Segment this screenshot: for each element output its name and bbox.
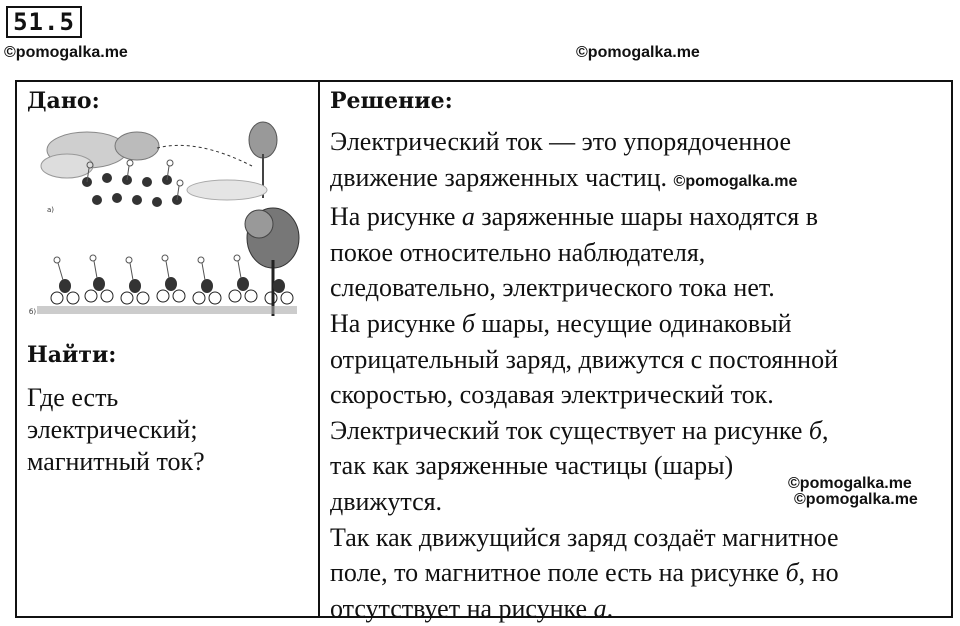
watermark: ©pomogalka.me [4, 44, 128, 61]
figure-label-a: а) [47, 206, 55, 214]
solution-line: отсутствует на рисунке а. [330, 593, 614, 623]
watermark-stack [788, 476, 918, 508]
solution-line: отрицательный заряд, движутся с постоянной [330, 344, 838, 374]
given-heading: Дано: [27, 88, 100, 114]
solution-line: скоростью, создавая электрический ток. [330, 380, 774, 410]
solution-table [15, 80, 953, 623]
watermark: ©pomogalka.me [794, 491, 918, 508]
solution-line: На рисунке б шары, несущие одинаковый [330, 308, 792, 338]
figure-label-b: б) [29, 308, 37, 316]
solution-line: Так как движущийся заряд создаёт магнитное [330, 522, 839, 552]
solution-line: так как заряженные частицы (шары) [330, 451, 734, 481]
problem-number: 51.5 [6, 6, 82, 38]
solution-line: покое относительно наблюдателя, [330, 237, 706, 267]
watermark: ©pomogalka.me [673, 172, 798, 190]
find-text [27, 382, 205, 478]
solution-line: Электрический ток существует на рисунке б, [330, 415, 829, 445]
find-heading: Найти: [27, 342, 117, 368]
scene-b-illustration [37, 208, 299, 316]
solution-line: следовательно, электрического тока нет. [330, 273, 775, 303]
find-line: Где есть [27, 383, 119, 412]
solution-line: движутся. [330, 486, 443, 516]
solution-line: Электрический ток — это упорядоченное [330, 127, 792, 156]
given-column [17, 82, 320, 616]
solution-column [320, 82, 951, 623]
find-line: магнитный ток? [27, 447, 205, 476]
solution-line: На рисунке а заряженные шары находятся в [330, 202, 819, 232]
solution-heading: Решение: [330, 88, 453, 114]
solution-line: поле, то магнитное поле есть на рисунке б, но [330, 558, 839, 588]
solution-text [330, 124, 940, 626]
solution-line: движение заряженных частиц. ©pomogalka.me [330, 162, 798, 192]
find-line: электрический; [27, 415, 198, 444]
watermark: ©pomogalka.me [576, 44, 700, 61]
watermark: ©pomogalka.me [788, 475, 912, 492]
charged-balls-figure [27, 120, 305, 326]
scene-a-illustration [41, 122, 277, 207]
